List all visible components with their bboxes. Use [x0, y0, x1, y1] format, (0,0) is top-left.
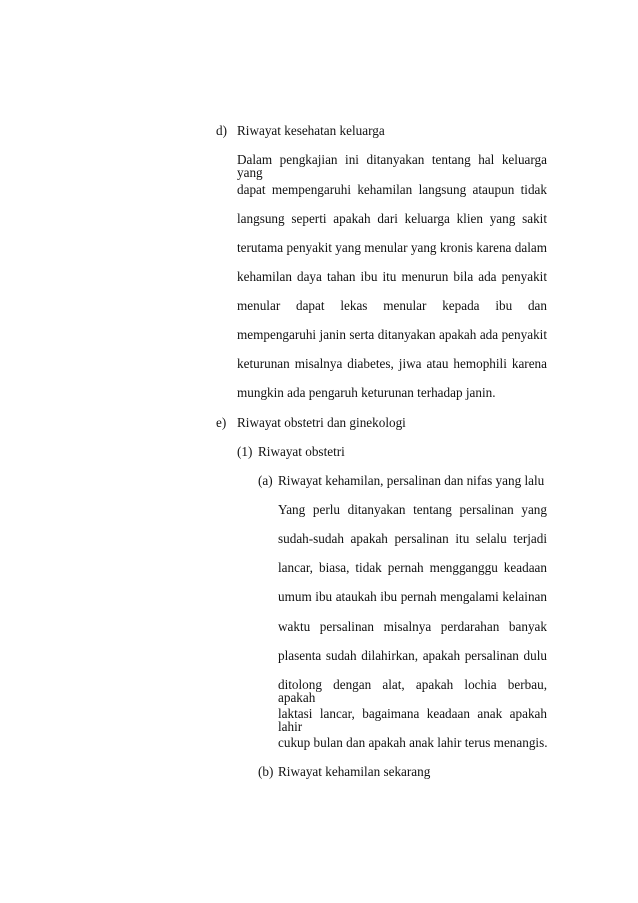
section-d-line: terutama penyakit yang menular yang kronis karena dalam [237, 240, 547, 255]
sub1-title: Riwayat obstetri [258, 444, 345, 459]
item-a-line: umum ibu ataukah ibu pernah mengalami kelainan [278, 589, 547, 604]
section-d-line: langsung seperti apakah dari keluarga klien yang sakit [237, 211, 547, 226]
item-a-line: waktu persalinan misalnya perdarahan banyak [278, 619, 547, 634]
section-d-line: menular dapat lekas menular kepada ibu dan [237, 298, 547, 313]
section-e-marker: e) [216, 415, 227, 430]
section-d-marker: d) [216, 123, 227, 138]
item-a-line: lancar, biasa, tidak pernah mengganggu keadaan [278, 560, 547, 575]
section-e-title: Riwayat obstetri dan ginekologi [237, 415, 406, 430]
item-a-line: sudah-sudah apakah persalinan itu selalu terjadi [278, 531, 547, 546]
item-a-line: ditolong dengan alat, apakah lochia berbau, apakah [278, 677, 547, 706]
section-d-title: Riwayat kesehatan keluarga [237, 123, 385, 138]
section-d-line: mungkin ada pengaruh keturunan terhadap janin. [237, 385, 496, 400]
section-d-line: kehamilan daya tahan ibu itu menurun bila ada penyakit [237, 269, 547, 284]
item-a-line: cukup bulan dan apakah anak lahir terus menangis. [278, 735, 548, 750]
section-d-line: keturunan misalnya diabetes, jiwa atau hemophili karena [237, 356, 547, 371]
section-d-line: dapat mempengaruhi kehamilan langsung ataupun tidak [237, 182, 547, 197]
item-a-line: laktasi lancar, bagaimana keadaan anak apakah lahir [278, 706, 547, 735]
item-a-title: Riwayat kehamilan, persalinan dan nifas yang lalu [278, 473, 545, 488]
section-d-line: mempengaruhi janin serta ditanyakan apakah ada penyakit [237, 327, 547, 342]
item-b-title: Riwayat kehamilan sekarang [278, 764, 431, 779]
sub1-marker: (1) [237, 444, 253, 459]
item-b-marker: (b) [258, 764, 274, 779]
item-a-marker: (a) [258, 473, 273, 488]
item-a-line: plasenta sudah dilahirkan, apakah persalinan dulu [278, 648, 547, 663]
item-a-line: Yang perlu ditanyakan tentang persalinan yang [278, 502, 547, 517]
section-d-line: Dalam pengkajian ini ditanyakan tentang hal keluarga yang [237, 152, 547, 181]
